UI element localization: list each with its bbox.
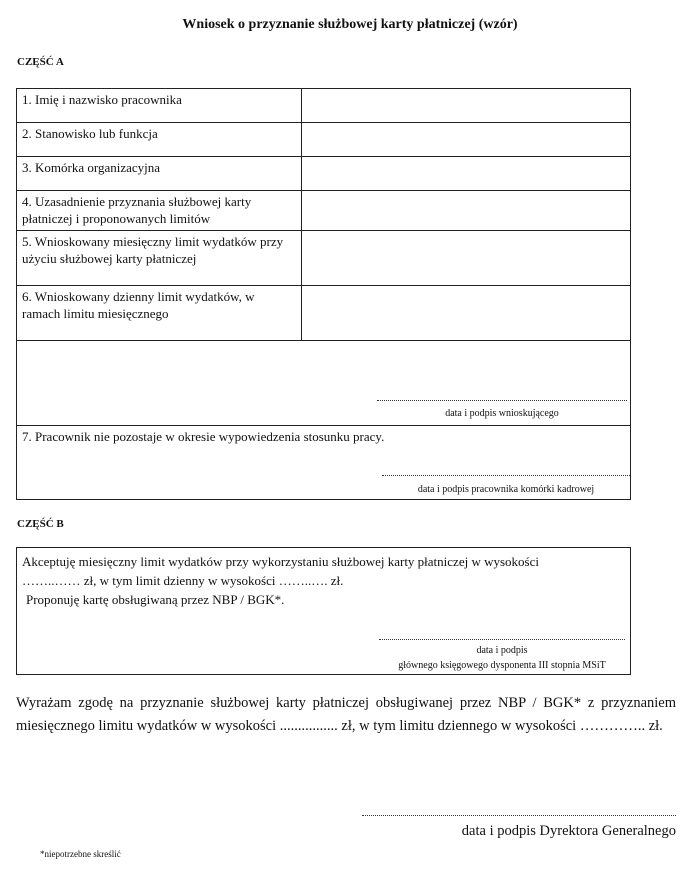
row-2-label: 2. Stanowisko lub funkcja	[17, 123, 302, 157]
applicant-signature-line	[377, 400, 627, 401]
part-b-heading: CZĘŚĆ B	[17, 518, 64, 530]
row-2-value-field[interactable]	[302, 123, 631, 157]
page-title: Wniosek o przyznanie służbowej karty płatniczej (wzór)	[182, 17, 518, 32]
row-5-value-field[interactable]	[302, 231, 631, 286]
row-6-value-field[interactable]	[302, 286, 631, 341]
part-b-line-1: Akceptuję miesięczny limit wydatków przy wykorzystaniu służbowej karty płatniczej w wysokości	[22, 554, 539, 569]
footnote: *niepotrzebne skreślić	[40, 849, 121, 859]
row-3-label: 3. Komórka organizacyjna	[17, 157, 302, 191]
hr-signature-line	[382, 475, 630, 476]
part-a-table	[16, 88, 631, 500]
accountant-signature-caption-2: głównego księgowego dysponenta III stopnia MSiT	[398, 660, 606, 671]
accountant-signature-caption-1: data i podpis	[476, 645, 528, 656]
part-b-line-3: Proponuję kartę obsługiwaną przez NBP / BGK*.	[26, 592, 285, 607]
row-3-value-field[interactable]	[302, 157, 631, 191]
director-signature-caption: data i podpis Dyrektora Generalnego	[461, 823, 676, 839]
part-a-heading: CZĘŚĆ A	[17, 56, 64, 68]
hr-signature-caption: data i podpis pracownika komórki kadrowej	[417, 484, 595, 495]
row-1-value-field[interactable]	[302, 89, 631, 123]
statement-7-cell[interactable]	[17, 426, 631, 500]
applicant-signature-caption: data i podpis wnioskującego	[445, 408, 559, 419]
part-b-line-2: ……..…… zł, w tym limit dzienny w wysokości ……..…. zł.	[22, 573, 344, 588]
row-6-label: 6. Wnioskowany dzienny limit wydatków, w ramach limitu miesięcznego	[17, 286, 302, 341]
accountant-signature-line	[379, 639, 625, 640]
row-4-label: 4. Uzasadnienie przyznania służbowej karty płatniczej i proponowanych limitów	[17, 191, 302, 231]
director-signature-line	[362, 815, 676, 816]
statement-7-text: 7. Pracownik nie pozostaje w okresie wypowiedzenia stosunku pracy.	[22, 429, 385, 444]
row-5-label: 5. Wnioskowany miesięczny limit wydatków przy użyciu służbowej karty płatniczej	[17, 231, 302, 286]
applicant-signature-cell[interactable]	[17, 341, 631, 426]
row-1-label: 1. Imię i nazwisko pracownika	[17, 89, 302, 123]
row-4-value-field[interactable]	[302, 191, 631, 231]
part-b-box[interactable]	[16, 547, 631, 675]
consent-paragraph: Wyrażam zgodę na przyznanie służbowej karty płatniczej obsługiwanej przez NBP / BGK* z przyznaniem miesięcznego limitu wydatków w wysokości ................ zł, w tym limitu dziennego w wysokości ………….. zł.	[16, 695, 676, 734]
